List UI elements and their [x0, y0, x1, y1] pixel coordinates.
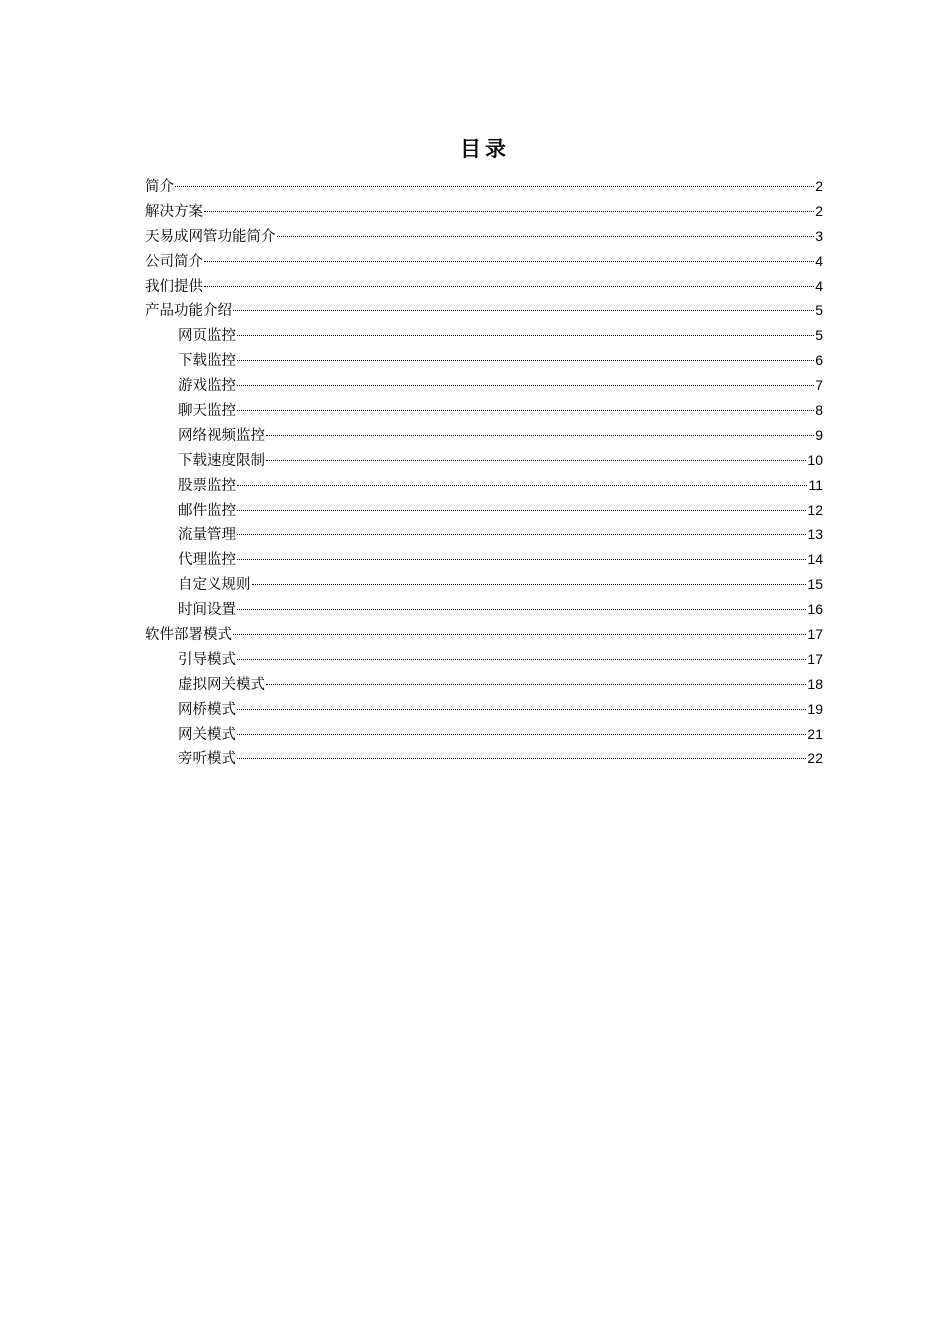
toc-entry-label: 下载速度限制 — [178, 452, 265, 469]
toc-entry-label: 自定义规则 — [178, 577, 251, 594]
toc-title: 目录 — [460, 137, 510, 161]
toc-entry-label: 代理监控 — [178, 552, 236, 569]
toc-entry-label: 简介 — [145, 179, 174, 195]
toc-entry-label: 网桥模式 — [178, 701, 236, 718]
toc-dot-leader — [266, 684, 806, 685]
toc-page-number: 18 — [807, 675, 823, 692]
toc-page-number: 13 — [807, 526, 823, 543]
toc-dot-leader — [204, 286, 814, 287]
toc-page-number: 8 — [815, 402, 823, 419]
toc-entry-label: 解决方案 — [145, 203, 203, 220]
toc-entry-label: 网络视频监控 — [178, 427, 265, 444]
toc-entry[interactable] — [145, 473, 823, 498]
toc-dot-leader — [233, 634, 806, 635]
toc-entry[interactable] — [145, 224, 823, 249]
toc-page-number: 21 — [807, 725, 823, 742]
toc-dot-leader — [204, 211, 814, 212]
toc-entry[interactable] — [145, 448, 823, 473]
toc-dot-leader — [237, 734, 806, 735]
toc-dot-leader — [237, 410, 814, 411]
toc-entry-label: 旁听模式 — [178, 751, 236, 768]
toc-dot-leader — [237, 510, 806, 511]
toc-dot-leader — [266, 460, 806, 461]
toc-entry[interactable] — [145, 174, 823, 199]
toc-entry-label: 产品功能介绍 — [145, 303, 232, 320]
toc-page-number: 2 — [815, 202, 823, 219]
toc-entry[interactable] — [145, 249, 823, 274]
toc-entry-label: 时间设置 — [178, 602, 236, 619]
toc-page-number: 15 — [807, 576, 823, 593]
toc-dot-leader — [237, 709, 806, 710]
toc-page-number: 5 — [815, 302, 823, 319]
toc-entry-label: 天易成网管功能简介 — [145, 228, 276, 245]
toc-entry[interactable] — [145, 323, 823, 348]
toc-dot-leader — [237, 534, 806, 535]
toc-dot-leader — [204, 261, 814, 262]
toc-page-number: 17 — [807, 626, 823, 643]
toc-dot-leader — [237, 485, 807, 486]
toc-entry[interactable] — [145, 697, 823, 722]
toc-entry[interactable] — [145, 348, 823, 373]
toc-dot-leader — [237, 659, 806, 660]
toc-page-number: 12 — [807, 501, 823, 518]
toc-entry-label: 聊天监控 — [178, 403, 236, 420]
toc-entry-label: 公司简介 — [145, 253, 203, 270]
toc-page-number: 3 — [815, 227, 823, 244]
toc-page-number: 4 — [815, 277, 823, 294]
toc-entry[interactable] — [145, 572, 823, 597]
toc-page-number: 17 — [807, 650, 823, 667]
toc-entry[interactable] — [145, 647, 823, 672]
toc-dot-leader — [252, 584, 807, 585]
toc-page-number: 2 — [815, 178, 823, 194]
toc-dot-leader — [266, 435, 814, 436]
toc-dot-leader — [277, 236, 815, 237]
toc-entry-label: 软件部署模式 — [145, 627, 232, 644]
toc-entry-label: 网关模式 — [178, 726, 236, 743]
toc-dot-leader — [237, 360, 814, 361]
toc-entry[interactable] — [145, 498, 823, 523]
toc-dot-leader — [237, 758, 806, 759]
toc-entry[interactable] — [145, 597, 823, 622]
toc-entry[interactable] — [145, 423, 823, 448]
toc-page-number: 16 — [807, 601, 823, 618]
toc-entry[interactable] — [145, 398, 823, 423]
toc-page-number: 11 — [808, 476, 823, 493]
toc-dot-leader — [175, 186, 814, 187]
toc-page-number: 6 — [815, 352, 823, 369]
toc-page-number: 22 — [807, 750, 823, 767]
toc-page-number: 7 — [815, 377, 823, 394]
toc-list — [145, 174, 823, 771]
toc-page-number: 4 — [815, 252, 823, 269]
toc-entry-label: 网页监控 — [178, 328, 236, 345]
toc-entry[interactable] — [145, 199, 823, 224]
toc-entry-label: 流量管理 — [178, 527, 236, 544]
toc-page-number: 19 — [807, 700, 823, 717]
toc-entry[interactable] — [145, 547, 823, 572]
toc-entry[interactable] — [145, 522, 823, 547]
toc-entry-label: 股票监控 — [178, 477, 236, 494]
toc-entry[interactable] — [145, 722, 823, 747]
toc-page-number: 10 — [807, 451, 823, 468]
toc-dot-leader — [237, 385, 814, 386]
toc-dot-leader — [237, 559, 806, 560]
toc-page-number: 14 — [807, 551, 823, 568]
toc-entry[interactable] — [145, 373, 823, 398]
toc-entry[interactable] — [145, 298, 823, 323]
toc-dot-leader — [233, 310, 814, 311]
toc-dot-leader — [237, 609, 806, 610]
toc-entry-label: 游戏监控 — [178, 378, 236, 395]
toc-entry[interactable] — [145, 274, 823, 299]
toc-page-number: 5 — [815, 327, 823, 344]
toc-entry[interactable] — [145, 672, 823, 697]
toc-entry[interactable] — [145, 746, 823, 771]
toc-entry-label: 邮件监控 — [178, 502, 236, 519]
toc-entry[interactable] — [145, 622, 823, 647]
toc-entry-label: 我们提供 — [145, 278, 203, 295]
toc-entry-label: 下载监控 — [178, 353, 236, 370]
toc-dot-leader — [237, 335, 814, 336]
toc-entry-label: 引导模式 — [178, 651, 236, 668]
toc-page-number: 9 — [815, 426, 823, 443]
toc-entry-label: 虚拟网关模式 — [178, 676, 265, 693]
